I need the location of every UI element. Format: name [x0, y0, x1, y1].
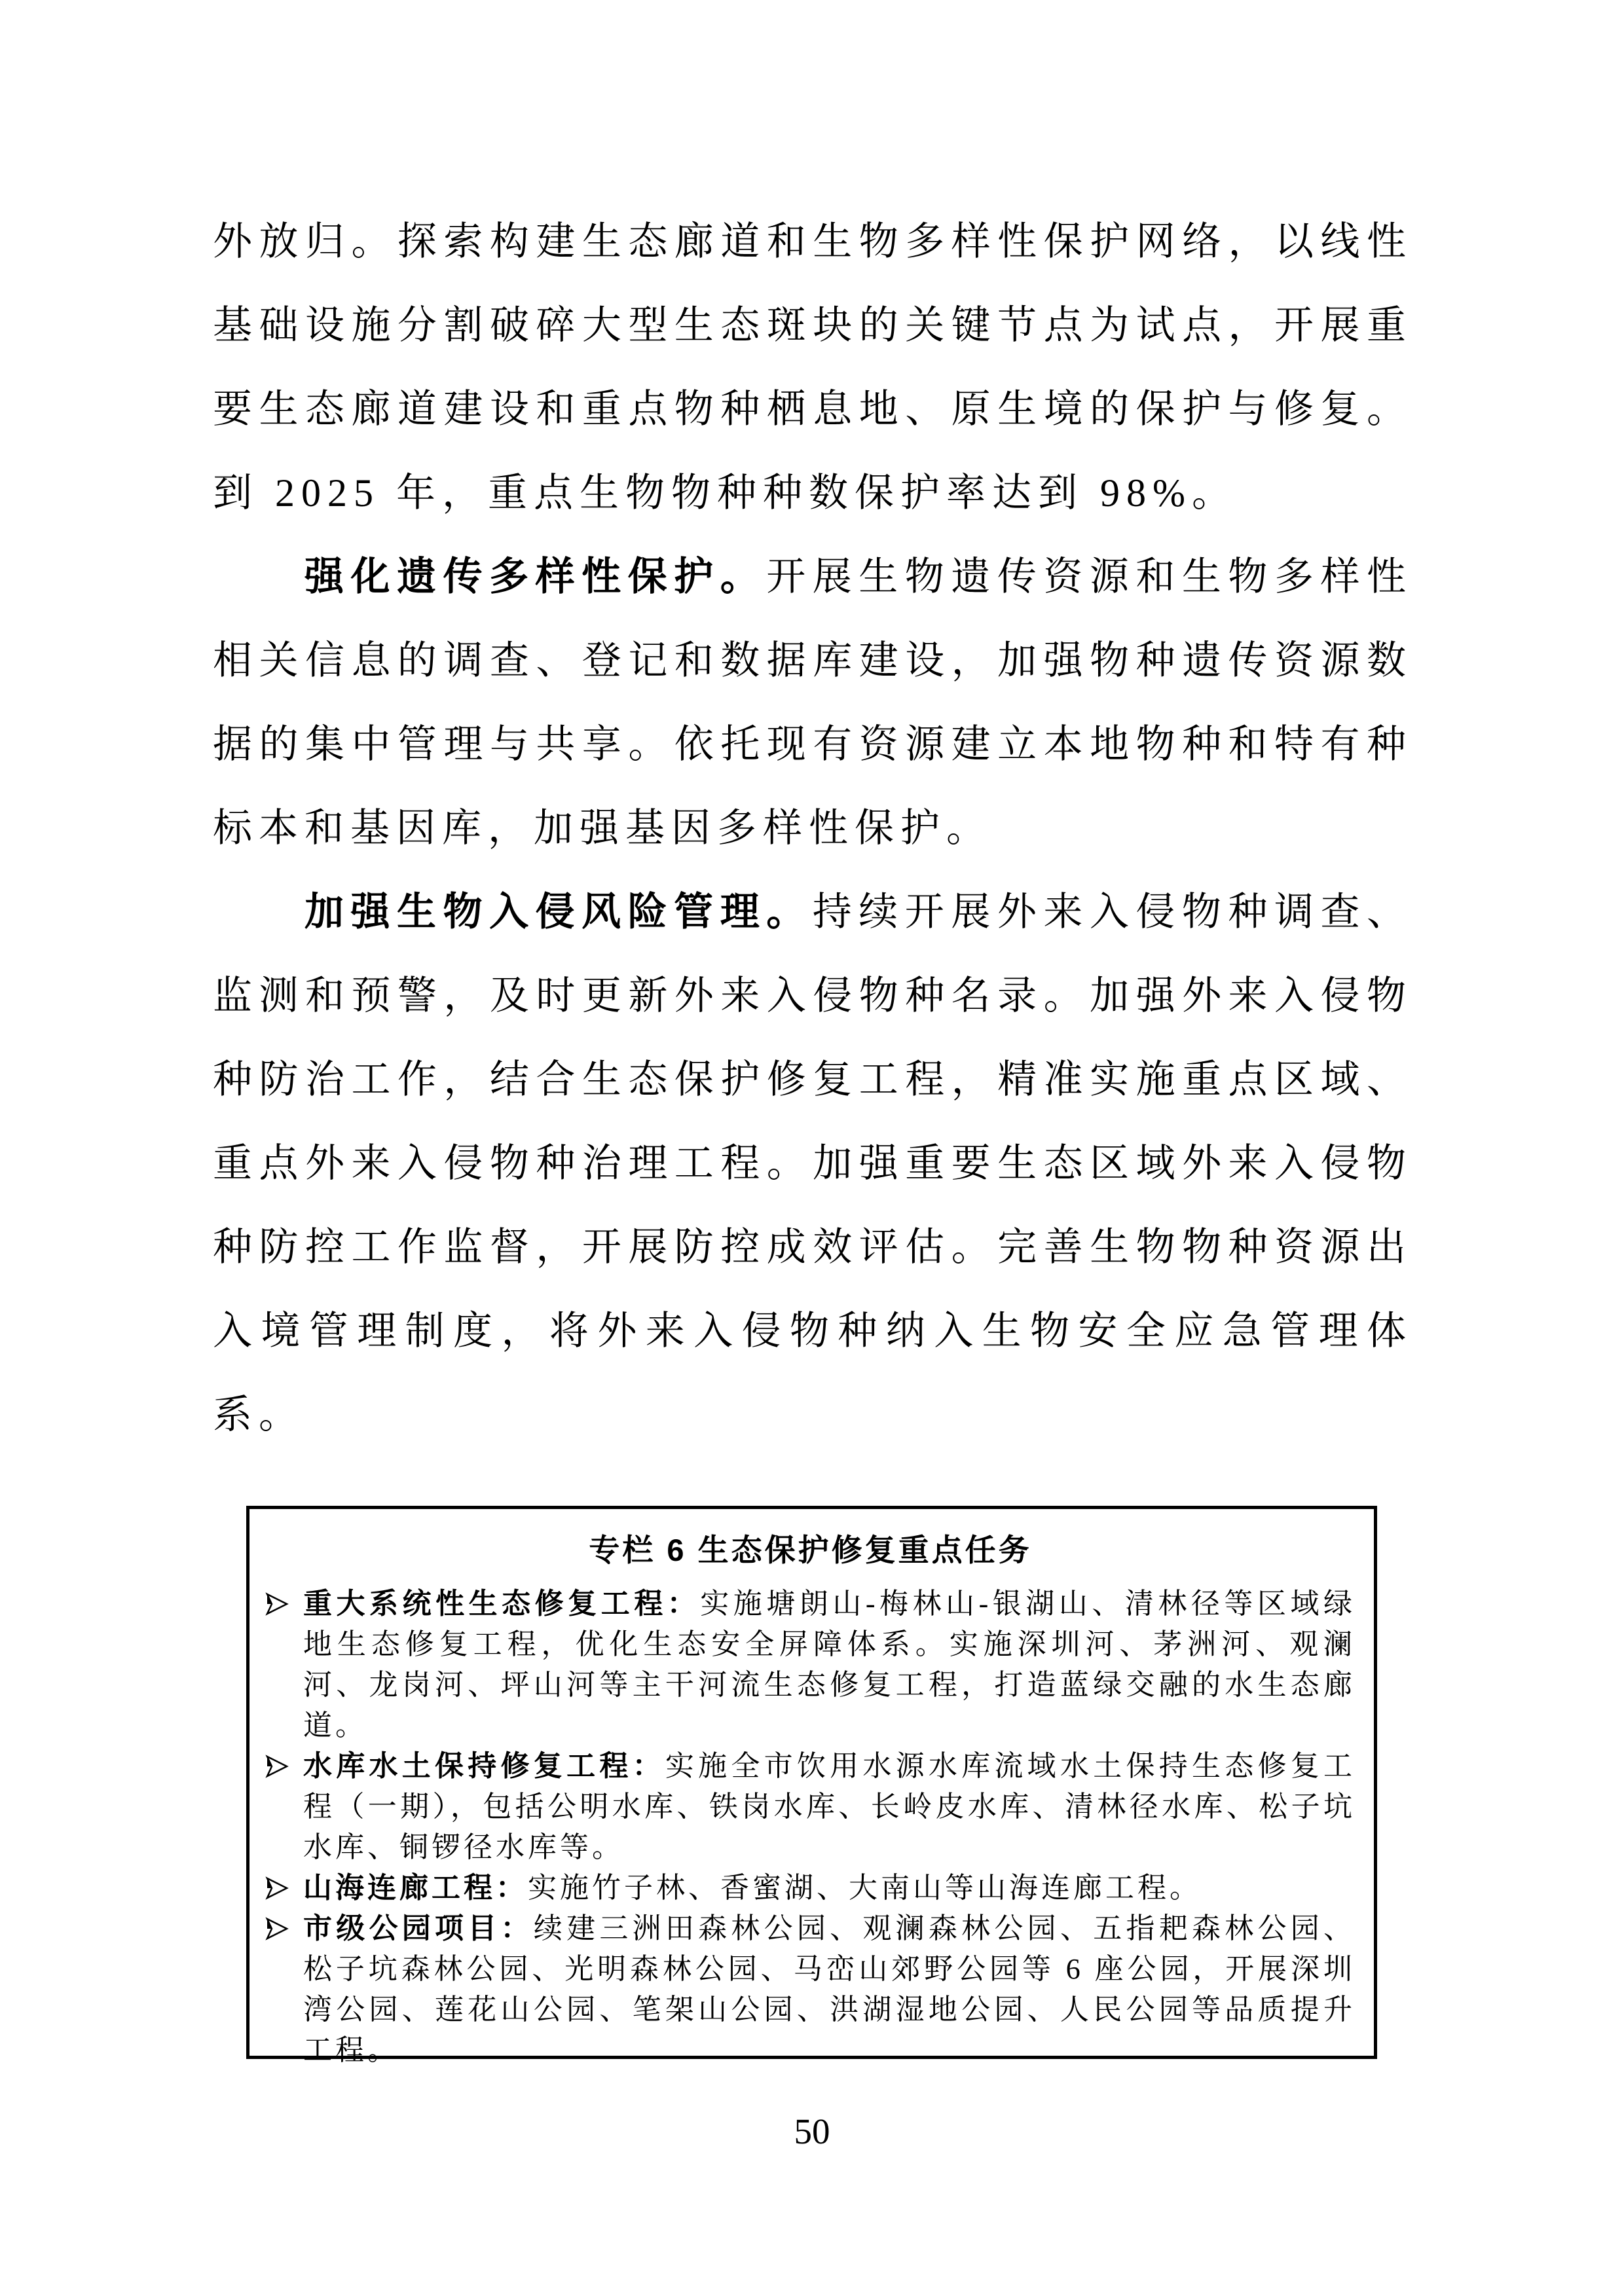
- paragraph: [213, 535, 1412, 870]
- item-lead: 市级公园项目：: [303, 1912, 534, 1944]
- list-item: [265, 1584, 1356, 1746]
- item-lead: 山海连廊工程：: [303, 1872, 528, 1904]
- page-number: 50: [794, 2111, 830, 2151]
- arrowhead-right-icon: [265, 1755, 289, 1778]
- list-item: [265, 1908, 1356, 2071]
- paragraph-text: 开展生物遗传资源和生物多样性相关信息的调查、登记和数据库建设，加强物种遗传资源数据的集中管理与共享。依托现有资源建立本地物种和特有种标本和基因库，加强基因多样性保护。: [213, 555, 1413, 850]
- paragraph-text: 外放归。探索构建生态廊道和生物多样性保护网络，以线性基础设施分割破碎大型生态斑块的关键节点为试点，开展重要生态廊道建设和重点物种栖息地、原生境的保护与修复。到 2025 年，重点生物物种种数保护率达到 98%。: [213, 220, 1412, 515]
- item-text: 实施全市饮用水源水库流域水土保持生态修复工程（一期），包括公明水库、铁岗水库、长岭皮水库、清林径水库、松子坑水库、铜锣径水库等。: [303, 1750, 1356, 1863]
- paragraph-lead: 强化遗传多样性保护。: [304, 555, 767, 598]
- arrowhead-right-icon: [265, 1917, 289, 1941]
- item-text: 实施竹子林、香蜜湖、大南山等山海连廊工程。: [528, 1872, 1202, 1904]
- callout-list: [265, 1584, 1356, 2071]
- paragraph-text: 持续开展外来入侵物种调查、监测和预警，及时更新外来入侵物种名录。加强外来入侵物种防治工作，结合生态保护修复工程，精准实施重点区域、重点外来入侵物种治理工程。加强重要生态区域外来入侵物种防控工作监督，开展防控成效评估。完善生物物种资源出入境管理制度，将外来入侵物种纳入生物安全应急管理体系。: [213, 890, 1413, 1436]
- callout-box: [246, 1506, 1377, 2066]
- list-item: [265, 1746, 1356, 1868]
- paragraph-lead: 加强生物入侵风险管理。: [304, 890, 813, 934]
- callout-title: 专栏 6 生态保护修复重点任务: [589, 1533, 1032, 1567]
- item-text: 实施塘朗山-梅林山-银湖山、清林径等区域绿地生态修复工程，优化生态安全屏障体系。实施深圳河、茅洲河、观澜河、龙岗河、坪山河等主干河流生态修复工程，打造蓝绿交融的水生态廊道。: [303, 1588, 1356, 1741]
- item-lead: 重大系统性生态修复工程：: [303, 1588, 701, 1620]
- paragraph: [213, 200, 1412, 535]
- paragraph: [213, 870, 1412, 1457]
- item-text: 续建三洲田森林公园、观澜森林公园、五指耙森林公园、松子坑森林公园、光明森林公园、马峦山郊野公园等 6 座公园，开展深圳湾公园、莲花山公园、笔架山公园、洪湖湿地公园、人民公园等品质提升工程。: [303, 1912, 1356, 2066]
- item-lead: 水库水土保持修复工程：: [303, 1750, 665, 1782]
- arrowhead-right-icon: [265, 1592, 289, 1616]
- list-item: [265, 1868, 1356, 1908]
- arrowhead-right-icon: [265, 1876, 289, 1900]
- body-text: [213, 200, 1412, 1457]
